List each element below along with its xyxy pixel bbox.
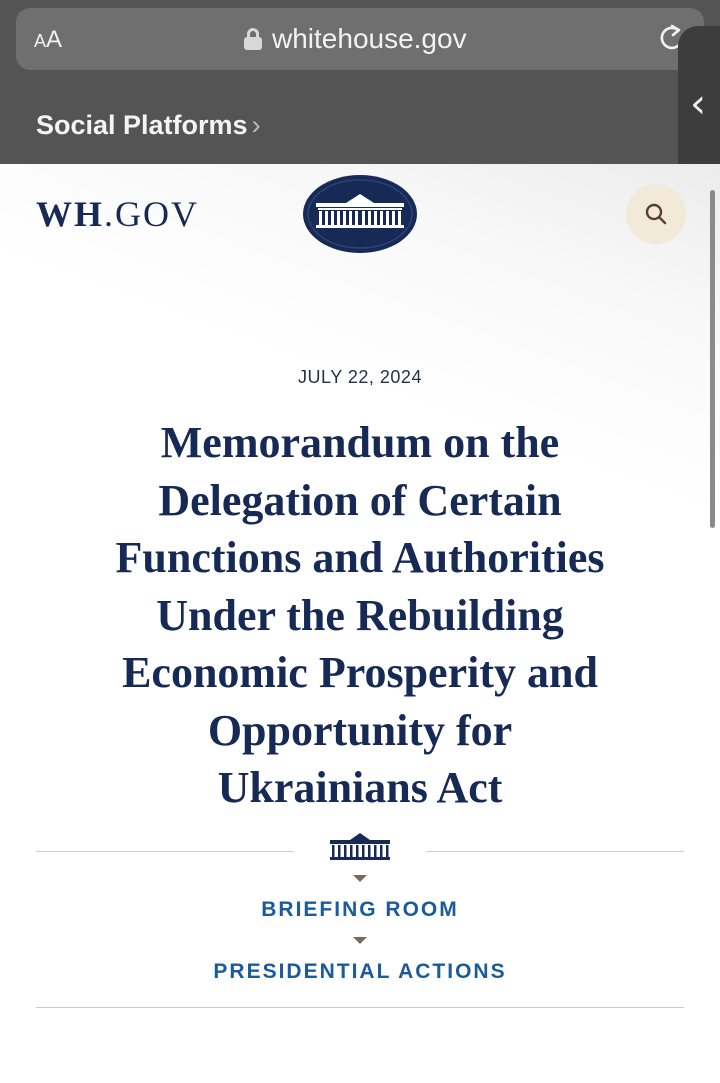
title-line: Delegation of Certain xyxy=(158,475,562,525)
lock-icon xyxy=(244,28,262,50)
divider-bottom xyxy=(36,1007,684,1008)
breadcrumb-presidential-actions[interactable]: PRESIDENTIAL ACTIONS xyxy=(213,960,507,983)
site-logo[interactable]: WH.GOV xyxy=(36,194,200,234)
breadcrumb-arrow-icon xyxy=(353,937,367,944)
divider-right xyxy=(426,851,684,852)
search-icon xyxy=(642,200,670,228)
white-house-icon xyxy=(328,832,392,864)
search-button[interactable] xyxy=(626,184,686,244)
title-line: Opportunity for xyxy=(207,705,513,755)
scrollbar-thumb[interactable] xyxy=(710,190,715,528)
breadcrumb-briefing-room[interactable]: BRIEFING ROOM xyxy=(261,898,459,921)
article-date: JULY 22, 2024 xyxy=(298,367,422,387)
chevron-right-icon: › xyxy=(251,110,261,140)
url-text[interactable]: whitehouse.gov xyxy=(272,23,467,54)
social-platforms-label: Social Platforms xyxy=(36,110,248,140)
article-title xyxy=(60,414,660,817)
title-line: Ukrainians Act xyxy=(217,763,503,812)
title-line: Memorandum on the xyxy=(160,418,560,467)
title-line: Economic Prosperity and xyxy=(122,648,598,697)
divider-left xyxy=(36,851,294,852)
breadcrumb-arrow-icon xyxy=(353,875,367,882)
title-line: Under the Rebuilding xyxy=(156,590,564,640)
chevron-left-icon: ‹ xyxy=(690,81,706,127)
social-platforms-link[interactable] xyxy=(36,108,261,142)
white-house-seal-icon[interactable] xyxy=(302,174,418,254)
text-size-button[interactable]: AA xyxy=(34,26,63,53)
title-line: Functions and Authorities xyxy=(115,533,605,582)
